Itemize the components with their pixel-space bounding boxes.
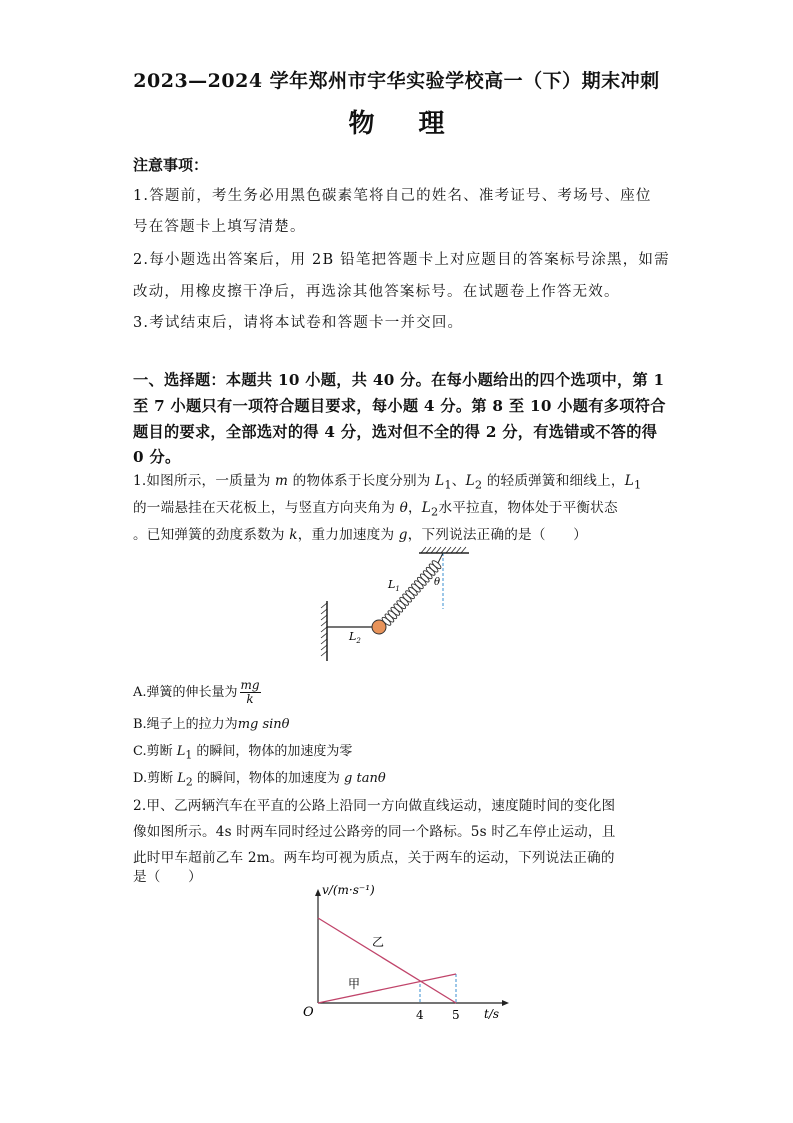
y-axis-arrow bbox=[315, 889, 321, 896]
q1-option-B: B.绳子上的拉力为mg sinθ bbox=[133, 717, 290, 732]
q1-stem-line: 。已知弹簧的劲度系数为 k，重力加速度为 g，下列说法正确的是（ ） bbox=[133, 527, 588, 543]
notice-line: 号在答题卡上填写清楚。 bbox=[133, 219, 306, 235]
wall-hatch bbox=[321, 603, 327, 656]
notice-line: 1.答题前，考生务必用黑色碳素笔将自己的姓名、准考证号、考场号、座位 bbox=[133, 188, 652, 204]
tick-label-4: 4 bbox=[416, 1008, 424, 1022]
notice-line: 2.每小题选出答案后，用 2B 铅笔把答题卡上对应题目的答案标号涂黑，如需 bbox=[133, 252, 670, 268]
section-heading-line: 0 分。 bbox=[133, 448, 181, 466]
notice-line: 3.考试结束后，请将本试卷和答题卡一并交回。 bbox=[133, 315, 464, 331]
exam-title: 2023—2024 学年郑州市宇华实验学校高一（下）期末冲刺 bbox=[133, 70, 660, 92]
x-axis-arrow bbox=[502, 1000, 509, 1006]
q1-option-D: D.剪断 $L_2$ 的瞬间，物体的加速度为 g tanθ bbox=[133, 771, 386, 789]
section-heading-line: 题目的要求，全部选对的得 4 分，选对但不全的得 2 分，有选错或不答的得 bbox=[133, 423, 658, 441]
y-axis-label: v/(m·s⁻¹) bbox=[322, 883, 375, 897]
origin-label: O bbox=[303, 1005, 314, 1020]
q2-stem-line: 是（ ） bbox=[133, 869, 202, 885]
q1-spring-figure bbox=[315, 543, 475, 665]
q1-stem-line: 1.如图所示，一质量为 m 的物体系于长度分别为 $L_1$、$L_2$ 的轻质弹簧和细线上，$L_1$ bbox=[133, 473, 642, 492]
mass-ball bbox=[372, 620, 386, 634]
ceiling-hatch bbox=[421, 547, 466, 553]
q1-option-C: C.剪断 $L_1$ 的瞬间，物体的加速度为零 bbox=[133, 744, 353, 762]
section-heading-line: 一、选择题：本题共 10 小题，共 40 分。在每小题给出的四个选项中，第 1 bbox=[133, 371, 665, 389]
subject-char-1: 物 bbox=[348, 109, 375, 139]
q2-vt-graph bbox=[298, 882, 510, 1024]
x-axis-label: t/s bbox=[484, 1007, 500, 1021]
subject-char-2: 理 bbox=[418, 109, 445, 139]
q2-stem-line: 像如图所示。4s 时两车同时经过公路旁的同一个路标。5s 时乙车停止运动，且 bbox=[133, 824, 616, 840]
series-label-yi: 乙 bbox=[372, 935, 385, 949]
series-jia-line bbox=[318, 974, 456, 1003]
subject-title bbox=[0, 103, 793, 140]
label-theta: θ bbox=[434, 577, 441, 588]
q2-stem-line: 2.甲、乙两辆汽车在平直的公路上沿同一方向做直线运动，速度随时间的变化图 bbox=[133, 798, 616, 814]
q2-stem-line: 此时甲车超前乙车 2m。两车均可视为质点，关于两车的运动，下列说法正确的 bbox=[133, 850, 615, 866]
label-L1: $L_1$ bbox=[388, 578, 400, 593]
label-L2: $L_2$ bbox=[349, 630, 361, 645]
q1-stem-line: 的一端悬挂在天花板上，与竖直方向夹角为 θ，$L_2$水平拉直，物体处于平衡状态 bbox=[133, 500, 618, 519]
series-yi-line bbox=[318, 918, 456, 1003]
section-heading-line: 至 7 小题只有一项符合题目要求，每小题 4 分。第 8 至 10 小题有多项符合 bbox=[133, 397, 666, 415]
q1-option-A: A.弹簧的伸长量为 $\frac{mg}{k}$ bbox=[133, 678, 260, 706]
tick-label-5: 5 bbox=[452, 1008, 460, 1022]
notice-heading: 注意事项： bbox=[133, 156, 209, 174]
notice-line: 改动，用橡皮擦干净后，再选涂其他答案标号。在试题卷上作答无效。 bbox=[133, 284, 620, 300]
fraction-mg-over-k: $\frac{mg}{k}$ bbox=[240, 678, 260, 706]
series-label-jia: 甲 bbox=[348, 977, 361, 991]
